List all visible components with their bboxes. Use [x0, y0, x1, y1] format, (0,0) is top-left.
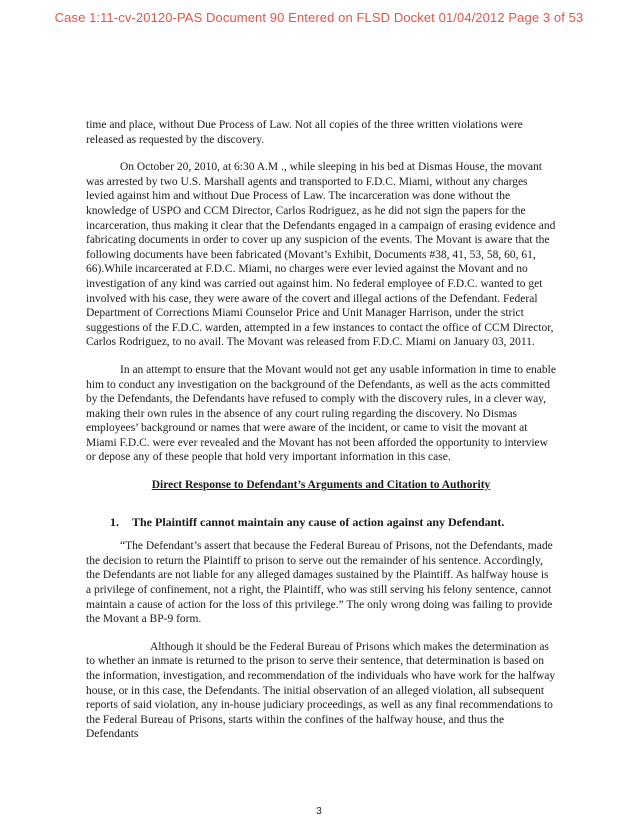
- page-number: 3: [316, 806, 322, 817]
- heading-number: 1.: [110, 514, 119, 529]
- docket-header: Case 1:11-cv-20120-PAS Document 90 Entered on FLSD Docket 01/04/2012 Page 3 of 53: [54, 10, 584, 25]
- paragraph-continuation: time and place, without Due Process of Law. Not all copies of the three written violations were released as requested by the discovery.: [86, 119, 523, 146]
- section-heading: Direct Response to Defendant’s Arguments and Citation to Authority: [151, 479, 491, 492]
- paragraph-quote: “The Defendant’s assert that because the Federal Bureau of Prisons, not the Defendants, made the decision to return the Plaintiff to prison to serve out the remainder of his sentence. Accordingly, the Defendants are not liable for any alleged damages sustained by the Plaintiff. As halfway house is a privilege of confinement, not a right, the Plaintiff, who was still serving his felony sentence, cannot maintain a cause of action for the loss of this privilege.” The only wrong doing was failing to provide the Movant a BP-9 form.: [86, 540, 553, 626]
- heading-text: The Plaintiff cannot maintain any cause of action against any Defendant.: [132, 514, 505, 529]
- numbered-heading: [110, 515, 556, 530]
- paragraph-arrest: On October 20, 2010, at 6:30 A.M ., while sleeping in his bed at Dismas House, the movant was arrested by two U.S. Marshall agents and transported to F.D.C. Miami, without any charges levied against him and without Due Process of Law. The incarceration was done without the knowledge of USPO and CCM Director, Carlos Rodriguez, as he did not sign the papers for the incarceration, thus making it clear that the Defendants engaged in a campaign of erasing evidence and fabricating documents in order to cover up any suspicion of the events. The Movant is aware that the following documents have been fabricated (Movant’s Exhibit, Documents #38, 41, 53, 58, 60, 61, 66).While incarcerated at F.D.C. Miami, no charges were ever levied against the Movant and no investigation of any kind was carried out against him. No federal employee of F.D.C. wanted to get involved with his case, they were aware of the covert and illegal actions of the Defendant. Federal Department of Corrections Miami Counselor Price and Unit Manager Harrison, under the strict suggestions of the F.D.C. warden, attempted in a few instances to contact the office of CCM Director, Carlos Rodriguez, to no avail. The Movant was released from F.D.C. Miami on January 03, 2011.: [86, 161, 556, 349]
- paragraph-determination: Although it should be the Federal Bureau of Prisons which makes the determination as to whether an inmate is returned to the prison to serve their sentence, that determination is based on the information, investigation, and recommendation of the individuals who have work for the halfway house, or in this case, the Defendants. The initial observation of an alleged violation, all subsequent reports of said violation, any in-house judiciary proceedings, as well as any final recommendations to the Federal Bureau of Prisons, starts within the confines of the halfway house, and thus the Defendants: [86, 640, 556, 741]
- paragraph-discovery: In an attempt to ensure that the Movant would not get any usable information in time to enable him to conduct any investigation on the background of the Defendants, as well as the acts committed by the Defendants, the Defendants have refused to comply with the discovery rules, in a clever way, making their own rules in the absence of any court ruling regarding the discovery. No Dismas employees’ background or names that were aware of the incident, or came to visit the movant at Miami F.D.C. were ever revealed and the Movant has not been afforded the opportunity to interview or depose any of these people that hold very important information in this case.: [86, 363, 556, 464]
- document-body: [86, 118, 556, 742]
